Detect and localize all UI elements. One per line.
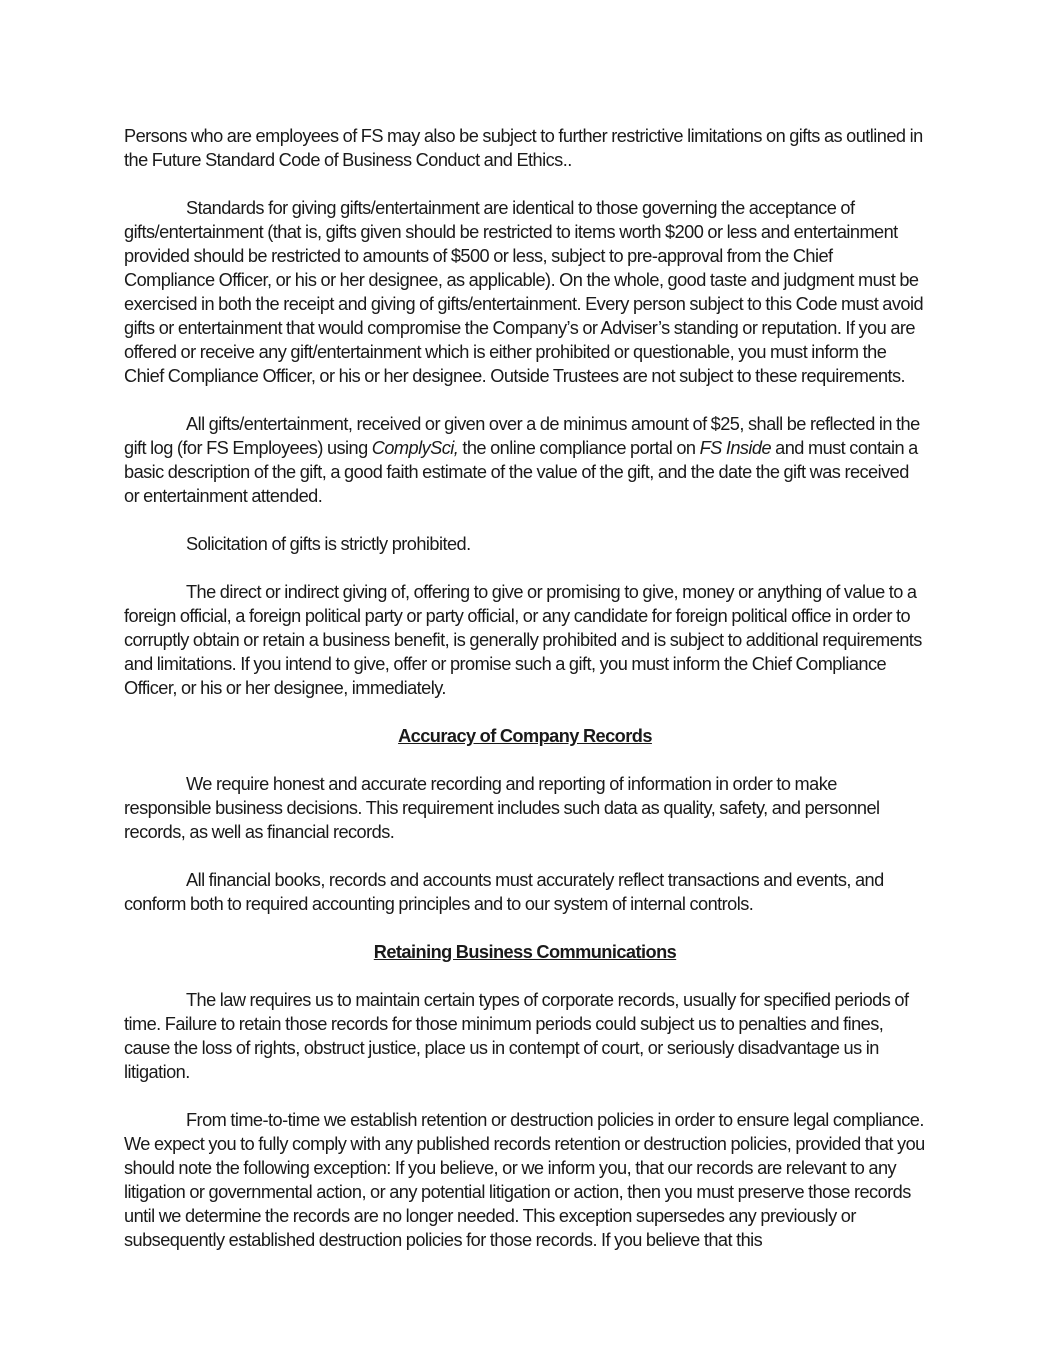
complysci-term: ComplySci, [371, 438, 459, 458]
paragraph-gift-log [124, 412, 926, 508]
heading-accuracy-records: Accuracy of Company Records [398, 726, 652, 746]
paragraph-foreign-officials: The direct or indirect giving of, offering to give or promising to give, money or anything of value to a foreign official, a foreign political party or party official, or any candidate for foreign political office in order to corruptly obtain or retain a business benefit, is generally prohibited and is subject to additional requirements and limitations. If you intend to give, offer or promise such a gift, you must inform the Chief Compliance Officer, or his or her designee, immediately. [124, 582, 922, 698]
gift-log-text-b: the online compliance portal on [458, 438, 700, 458]
paragraph-accuracy-1: We require honest and accurate recording and reporting of information in order to make responsible business decisions. This requirement includes such data as quality, safety, and personnel records, as well as financial records. [124, 774, 880, 842]
gift-log-text-a: All gifts/entertainment, received or given over a de minimus amount of $25, shall be reflected in the gift log (for FS Employees) using [124, 414, 920, 458]
heading-retaining-communications: Retaining Business Communications [373, 942, 677, 962]
paragraph-solicitation: Solicitation of gifts is strictly prohibited. [186, 534, 471, 554]
paragraph-retaining-2: From time-to-time we establish retention or destruction policies in order to ensure legal compliance. We expect you to fully comply with any published records retention or destruction policies, provided that you should note the following exception: If you believe, or we inform you, that our records are relevant to any litigation or governmental action, or any potential litigation or action, then you must preserve those records until we determine the records are no longer needed. This exception supersedes any previously or subsequently established destruction policies for those records. If you believe that this [124, 1110, 925, 1250]
document-page [124, 124, 926, 1276]
paragraph-giving-standards: Standards for giving gifts/entertainment are identical to those governing the acceptance of gifts/entertainment (that is, gifts given should be restricted to items worth $200 or less and entertainment provided should be restricted to amounts of $500 or less, subject to pre-approval from the Chief Compliance Officer, or his or her designee, as applicable). On the whole, good taste and judgment must be exercised in both the receipt and giving of gifts/entertainment. Every person subject to this Code must avoid gifts or entertainment that would compromise the Company’s or Adviser’s standing or reputation. If you are offered or receive any gift/entertainment which is either prohibited or questionable, you must inform the Chief Compliance Officer, or his or her designee. Outside Trustees are not subject to these requirements. [124, 198, 924, 386]
paragraph-retaining-1: The law requires us to maintain certain types of corporate records, usually for specified periods of time. Failure to retain those records for those minimum periods could subject us to penalties and fines, cause the loss of rights, obstruct justice, place us in contempt of court, or seriously disadvantage us in litigation. [124, 990, 909, 1082]
paragraph-fs-employees: Persons who are employees of FS may also be subject to further restrictive limitations on gifts as outlined in the Future Standard Code of Business Conduct and Ethics.. [124, 126, 923, 170]
paragraph-accuracy-2: All financial books, records and accounts must accurately reflect transactions and events, and conform both to required accounting principles and to our system of internal controls. [124, 870, 884, 914]
fs-inside-term: FS Inside [699, 438, 772, 458]
gift-log-text-c: and must contain a basic description of the gift, a good faith estimate of the value of the gift, and the date the gift was received or entertainment attended. [124, 438, 918, 506]
